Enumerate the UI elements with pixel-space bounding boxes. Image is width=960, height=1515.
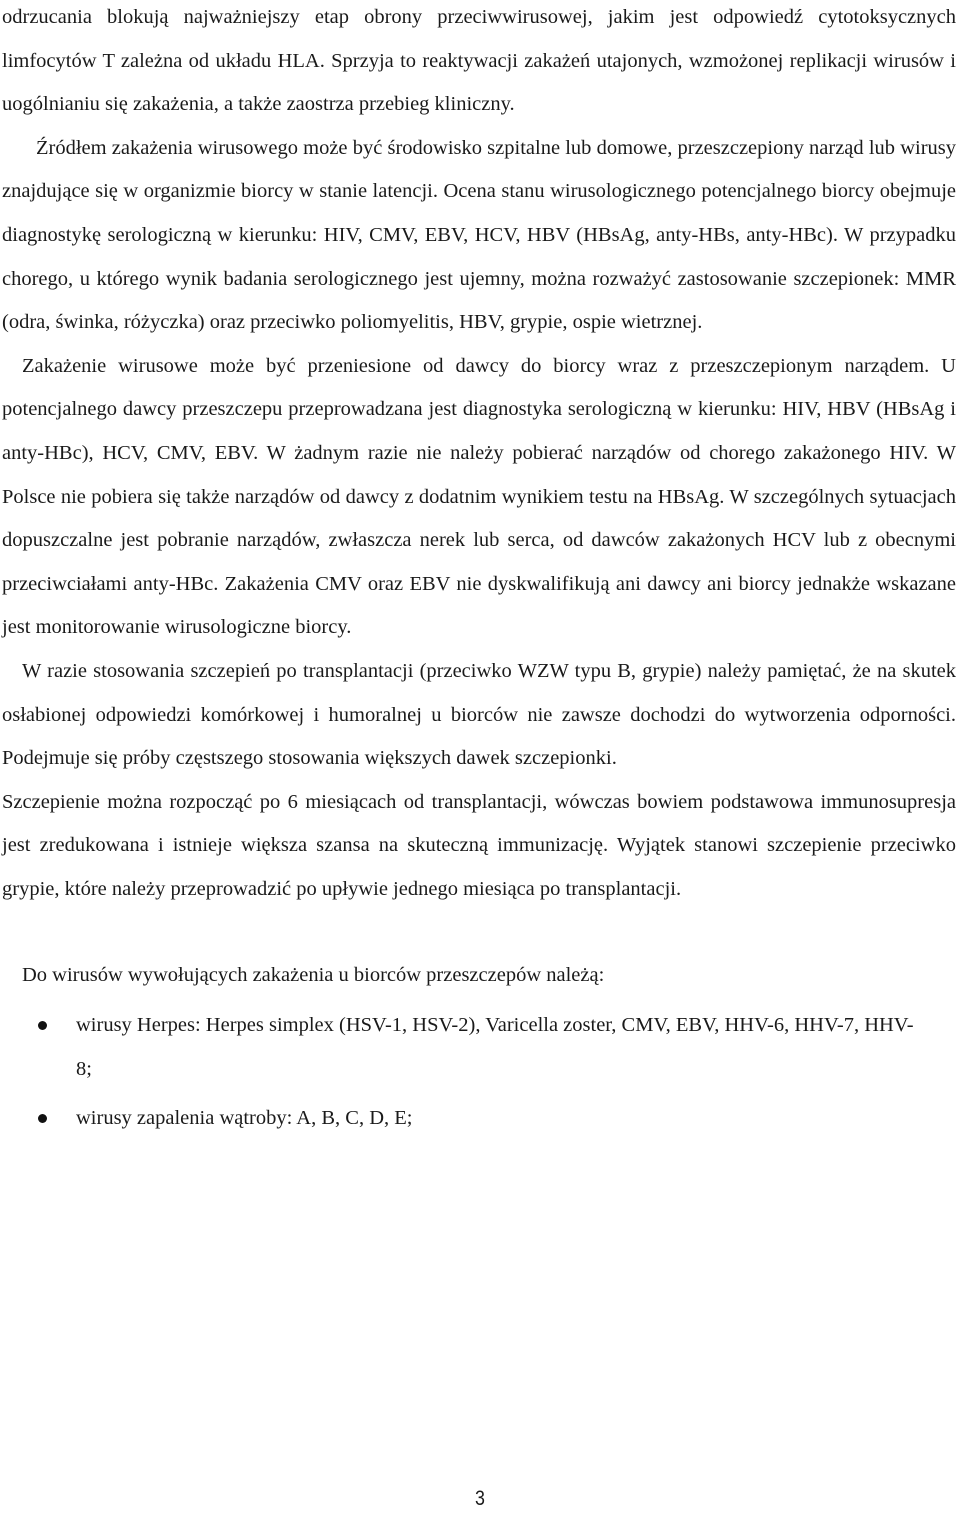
paragraph-vaccination-after-transplant: W razie stosowania szczepień po transplantacji (przeciwko WZW typu B, grypie) należy pamiętać, że na skutek osłabionej odpowiedzi komórkowej i humoralnej u biorców nie zawsze dochodzi do wytworzenia odporności. Podejmuje się próby częstszego stosowania większych dawek szczepionki. [2, 659, 956, 770]
bullet-icon [38, 1021, 47, 1030]
paragraph-donor-transmission: Zakażenie wirusowe może być przeniesione od dawcy do biorcy wraz z przeszczepionym narządem. U potencjalnego dawcy przeszczepu przeprowadzana jest diagnostyka serologiczną w kierunku: HIV, HBV (HBsAg i anty-HBc), HCV, CMV, EBV. W żadnym razie nie należy pobierać narządów od chorego zakażonego HIV. W Polsce nie pobiera się także narządów od dawcy z dodatnim wynikiem testu na HBsAg. W szczególnych sytuacjach dopuszczalne jest pobranie narządów, zwłaszcza nerek lub serca, od dawców zakażonych HCV lub z obecnymi przeciwciałami anty-HBc. Zakażenia CMV oraz EBV nie dyskwalifikują ani dawcy ani biorcy jednakże wskazane jest monitorowanie wirusologiczne biorcy. [2, 354, 956, 639]
page-number: 3 [475, 1487, 485, 1510]
virus-list [0, 1004, 960, 1141]
bullet-icon [38, 1114, 47, 1123]
list-intro: Do wirusów wywołujących zakażenia u biorców przeszczepów należą: [22, 964, 605, 987]
list-item [0, 1004, 960, 1091]
paragraph-infection-sources: Źródłem zakażenia wirusowego może być środowisko szpitalne lub domowe, przeszczepiony narząd lub wirusy znajdujące się w organizmie biorcy w stanie latencji. Ocena stanu wirusologicznego potencjalnego biorcy obejmuje diagnostykę serologiczną w kierunku: HIV, CMV, EBV, HCV, HBV (HBsAg, anty-HBs, anty-HBc). W przypadku chorego, u którego wynik badania serologicznego jest ujemny, można rozważyć zastosowanie szczepionek: MMR (odra, świnka, różyczka) oraz przeciwko poliomyelitis, HBV, grypie, ospie wietrznej. [2, 136, 956, 334]
list-item-text: wirusy zapalenia wątroby: A, B, C, D, E; [76, 1107, 413, 1130]
list-item-text: wirusy Herpes: Herpes simplex (HSV-1, HSV-2), Varicella zoster, CMV, EBV, HHV-6, HHV-7, HHV-8; [76, 1014, 914, 1080]
list-item [0, 1097, 960, 1141]
paragraph-spacer [0, 911, 960, 954]
paragraph-hla-immune-response: odrzucania blokują najważniejszy etap obrony przeciwwirusowej, jakim jest odpowiedź cytotoksycznych limfocytów T zależna od układu HLA. Sprzyja to reaktywacji zakażeń utajonych, wzmożonej replikacji wirusów i uogólnianiu się zakażenia, a także zaostrza przebieg kliniczny. [2, 6, 956, 116]
paragraph-vaccination-timing: Szczepienie można rozpocząć po 6 miesiącach od transplantacji, wówczas bowiem podstawowa immunosupresja jest zredukowana i istnieje większa szansa na skuteczną immunizację. Wyjątek stanowi szczepienie przeciwko grypie, które należy przeprowadzić po upływie jednego miesiąca po transplantacji. [2, 790, 956, 900]
